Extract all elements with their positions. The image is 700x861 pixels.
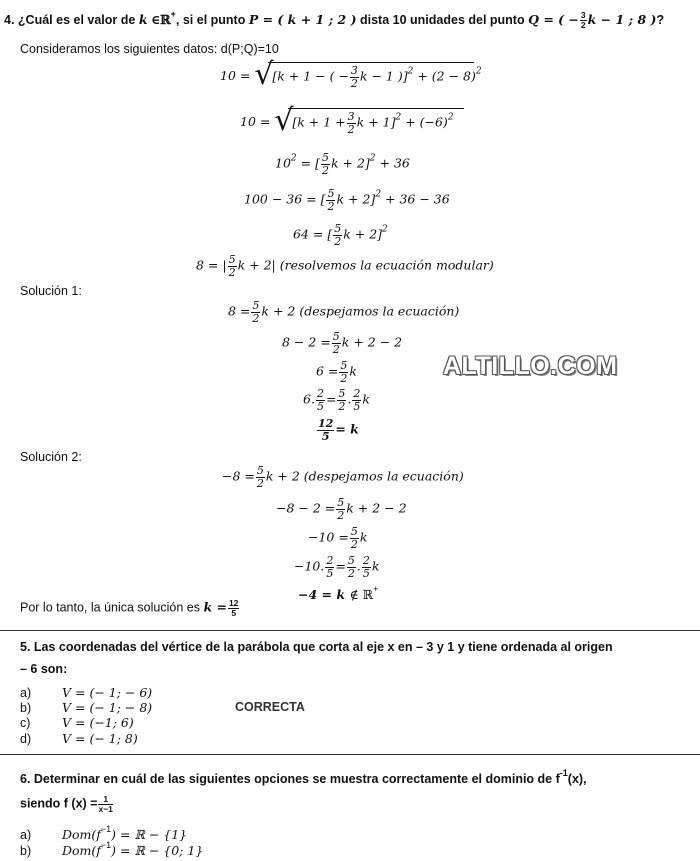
q6-statement-line1: 6. Determinar en cuál de las siguientes opciones se muestra correctamente el dominio de $f^{-1}(x)$, [20, 768, 587, 786]
altillo-watermark: ALTILLO.COM [443, 352, 618, 380]
sol1-line2: 8 − 2 = $\frac{5}{2}$ k + 2 − 2 [282, 330, 403, 356]
q4-step6: 8 = | $\frac{5}{2}$ k + 2| (resolvemos la ecuación modular) [196, 253, 494, 279]
q4-point-q-pre: Q = ( − [528, 12, 579, 27]
sol2-line3: −10 = $\frac{5}{2}$ k [308, 525, 368, 551]
sol1-line4: 6. $\frac{2}{5}$ = $\frac{5}{2}$ . $\frac{2}{5}$ k [303, 387, 370, 413]
q5-option-b: b) V = (− 1; − 8) [20, 700, 153, 715]
sol2-line1: −8 = $\frac{5}{2}$ k + 2 (despejamos la ecuación) [222, 464, 464, 490]
q4-conclusion: Por lo tanto, la única solución es k = $\frac{12}{5}$ [20, 598, 239, 618]
q6-option-a: a) $Dom(f^{-1})$ = ℝ − {1} [20, 824, 188, 842]
q4-intro: Consideramos los siguientes datos: d(P;Q)=10 [20, 42, 279, 56]
sol1-line3: 6 = $\frac{5}{2}$ k [316, 359, 357, 385]
sol2-line4: −10. $\frac{2}{5}$ = $\frac{5}{2}$ . $\frac{2}{5}$ k [294, 554, 380, 580]
q5-option-d: d) V = (− 1; 8) [20, 731, 138, 746]
q4-qmark: ? [656, 13, 665, 27]
q4-text-a: ¿Cuál es el valor de [17, 13, 136, 27]
divider-q4-q5 [0, 630, 700, 631]
q4-step5: 64 = [ $\frac{5}{2}$ k + 2]$^2$ [293, 222, 388, 248]
q6-statement-line2: siendo f (x) = $\frac{1}{x-1}$ [20, 794, 113, 814]
sol2-line2: −8 − 2 = $\frac{5}{2}$ k + 2 − 2 [276, 496, 407, 522]
q4-real-set: ℝ [160, 12, 171, 27]
q5-statement-line2: – 6 son: [20, 662, 68, 676]
q4-statement [4, 9, 664, 30]
divider-q5-q6 [0, 754, 700, 755]
q5-option-c: c) V = (−1; 6) [20, 715, 134, 730]
q5-option-a: a) V = (− 1; − 6) [20, 685, 153, 700]
sol2-result: −4 = k ∉ ℝ+ [298, 584, 379, 602]
q4-q-fraction: $\frac{3}{2}$ [580, 10, 586, 31]
q6-option-b: b) $Dom(f^{-1})$ = ℝ − {0; 1} [20, 840, 204, 858]
q4-point-q-post: k − 1 ; 8 ) [587, 12, 657, 27]
q4-step4: 100 − 36 = [ $\frac{5}{2}$ k + 2]$^2$ + 36 − 36 [244, 187, 450, 213]
q5-statement-line1: 5. Las coordenadas del vértice de la parábola que corta al eje x en – 3 y 1 y tiene ordenada al origen [20, 640, 613, 654]
q4-in-symbol: ∈ [150, 12, 161, 27]
q4-step3: $10^2$ = [ $\frac{5}{2}$ k + 2]$^2$ + 36 [275, 151, 410, 177]
q4-point-p: P = ( k + 1 ; 2 ) [248, 12, 357, 27]
q4-plus-sup: + [170, 9, 176, 19]
q4-step2: 10 = √ [k + 1 + $\frac{3}{2}$ $k + 1]^2 + (-6)^2$ [240, 108, 464, 135]
correct-label: CORRECTA [235, 700, 305, 714]
solution2-label: Solución 2: [20, 450, 82, 464]
solution1-label: Solución 1: [20, 284, 82, 298]
sol1-result: $\frac{12}{5}$ = k [318, 417, 359, 443]
q4-text-c: dista 10 unidades del punto [360, 13, 525, 27]
sol1-line1: 8 = $\frac{5}{2}$ k + 2 (despejamos la ecuación) [228, 299, 460, 325]
q4-text-b: , si el punto [175, 13, 246, 27]
q4-step1: 10 = √ [k + 1 − ( − $\frac{3}{2}$ k − 1 )]$^2 + (2 - 8)^2$ [220, 57, 482, 92]
q4-var-k: k [138, 12, 148, 27]
q4-number: 4. [4, 13, 15, 27]
